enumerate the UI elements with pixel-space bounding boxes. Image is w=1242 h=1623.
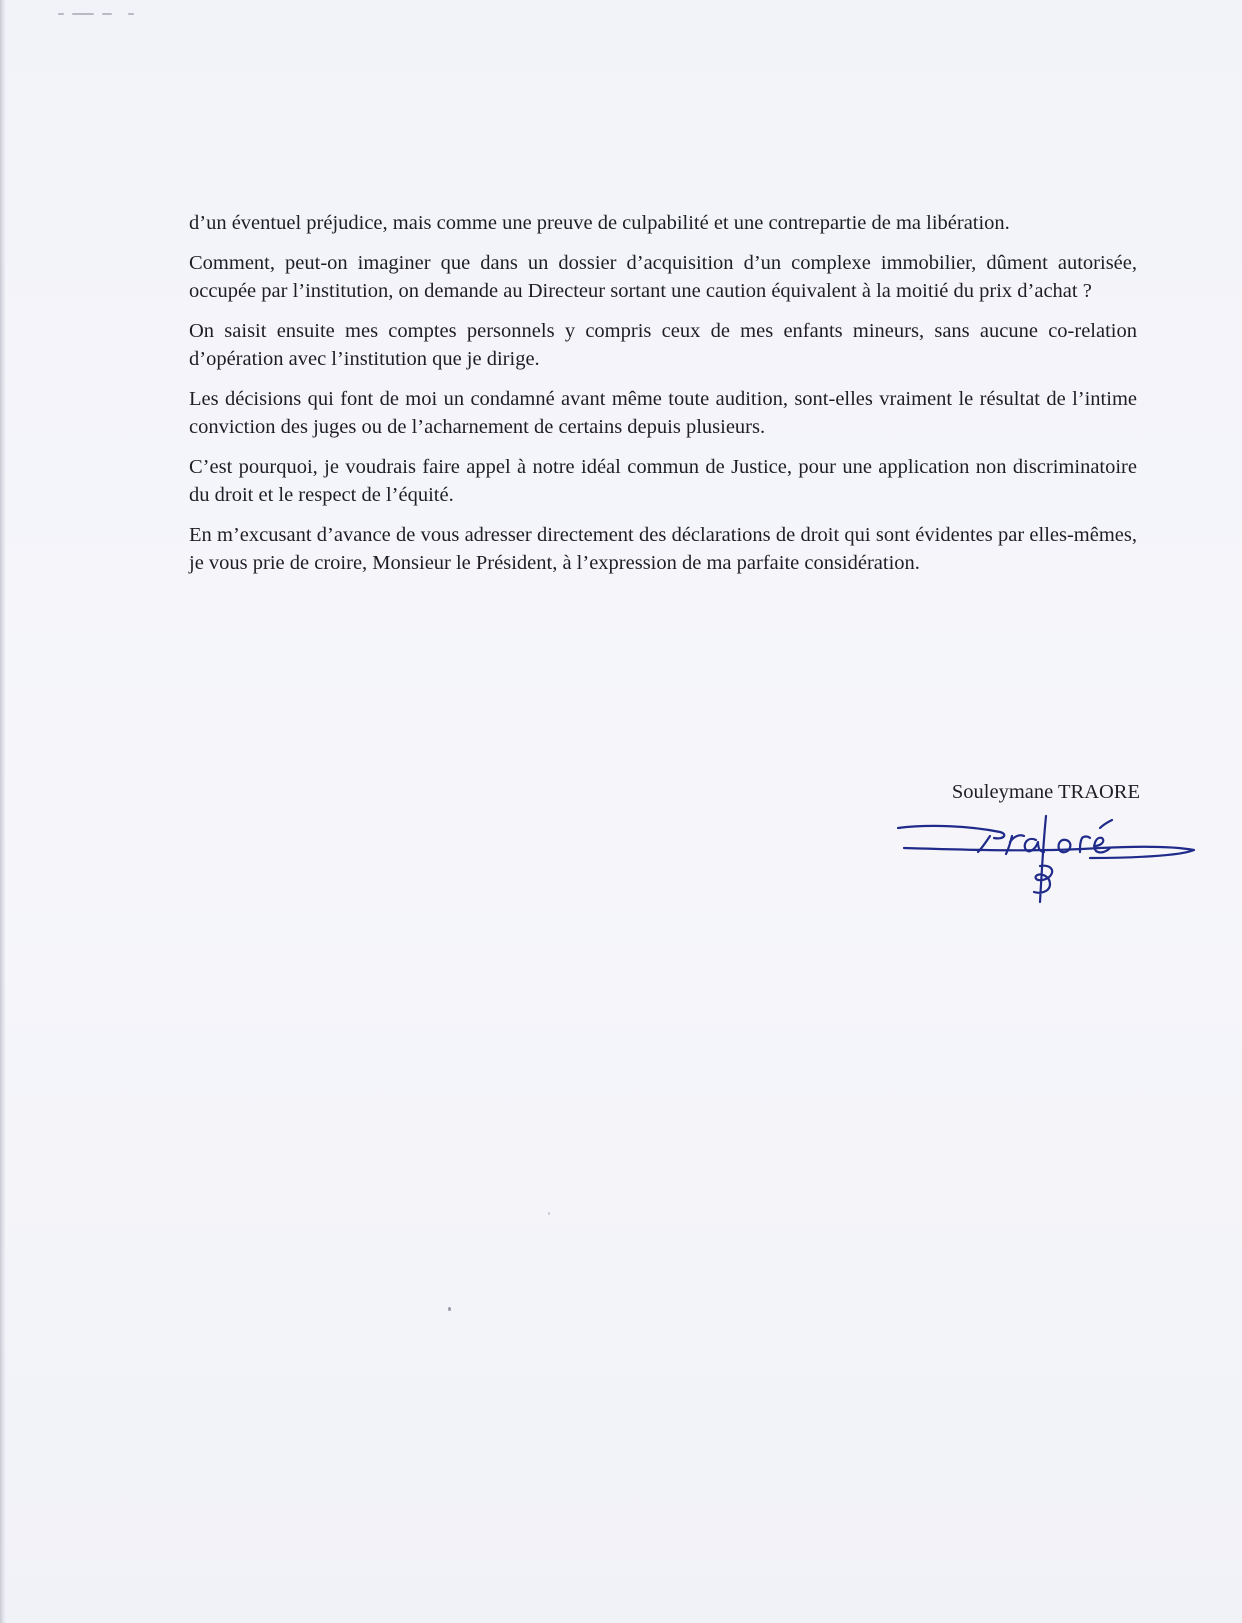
letter-paragraph: Comment, peut-on imaginer que dans un dossier d’acquisition d’un complexe immobilier, dûment autorisée, occupée par l’institution, on demande au Directeur sortant une caution équivalent à la moitié du prix d’achat ? bbox=[189, 252, 1137, 302]
signatory-name: Souleymane TRAORE bbox=[951, 781, 1140, 803]
letter-paragraph: C’est pourquoi, je voudrais faire appel à notre idéal commun de Justice, pour une application non discriminatoire du droit et le respect de l’équité. bbox=[189, 456, 1137, 506]
scan-artifact-mark bbox=[58, 10, 148, 18]
scan-speck bbox=[448, 1307, 451, 1311]
letter-paragraph: En m’excusant d’avance de vous adresser directement des déclarations de droit qui sont évidentes par elles-mêmes, je vous prie de croire, Monsieur le Président, à l’expression de ma parfaite considération. bbox=[189, 524, 1137, 574]
letter-body bbox=[189, 209, 1137, 577]
handwritten-signature bbox=[890, 806, 1200, 946]
letter-paragraph: Les décisions qui font de moi un condamné avant même toute audition, sont-elles vraiment le résultat de l’intime conviction des juges ou de l’acharnement de certains depuis plusieurs. bbox=[189, 388, 1137, 438]
letter-paragraph: On saisit ensuite mes comptes personnels y compris ceux de mes enfants mineurs, sans aucune co-relation d’opération avec l’institution que je dirige. bbox=[189, 320, 1137, 370]
scan-speck bbox=[548, 1212, 550, 1215]
letter-paragraph: d’un éventuel préjudice, mais comme une preuve de culpabilité et une contrepartie de ma libération. bbox=[189, 212, 1010, 234]
scan-edge-shadow bbox=[0, 0, 6, 1623]
